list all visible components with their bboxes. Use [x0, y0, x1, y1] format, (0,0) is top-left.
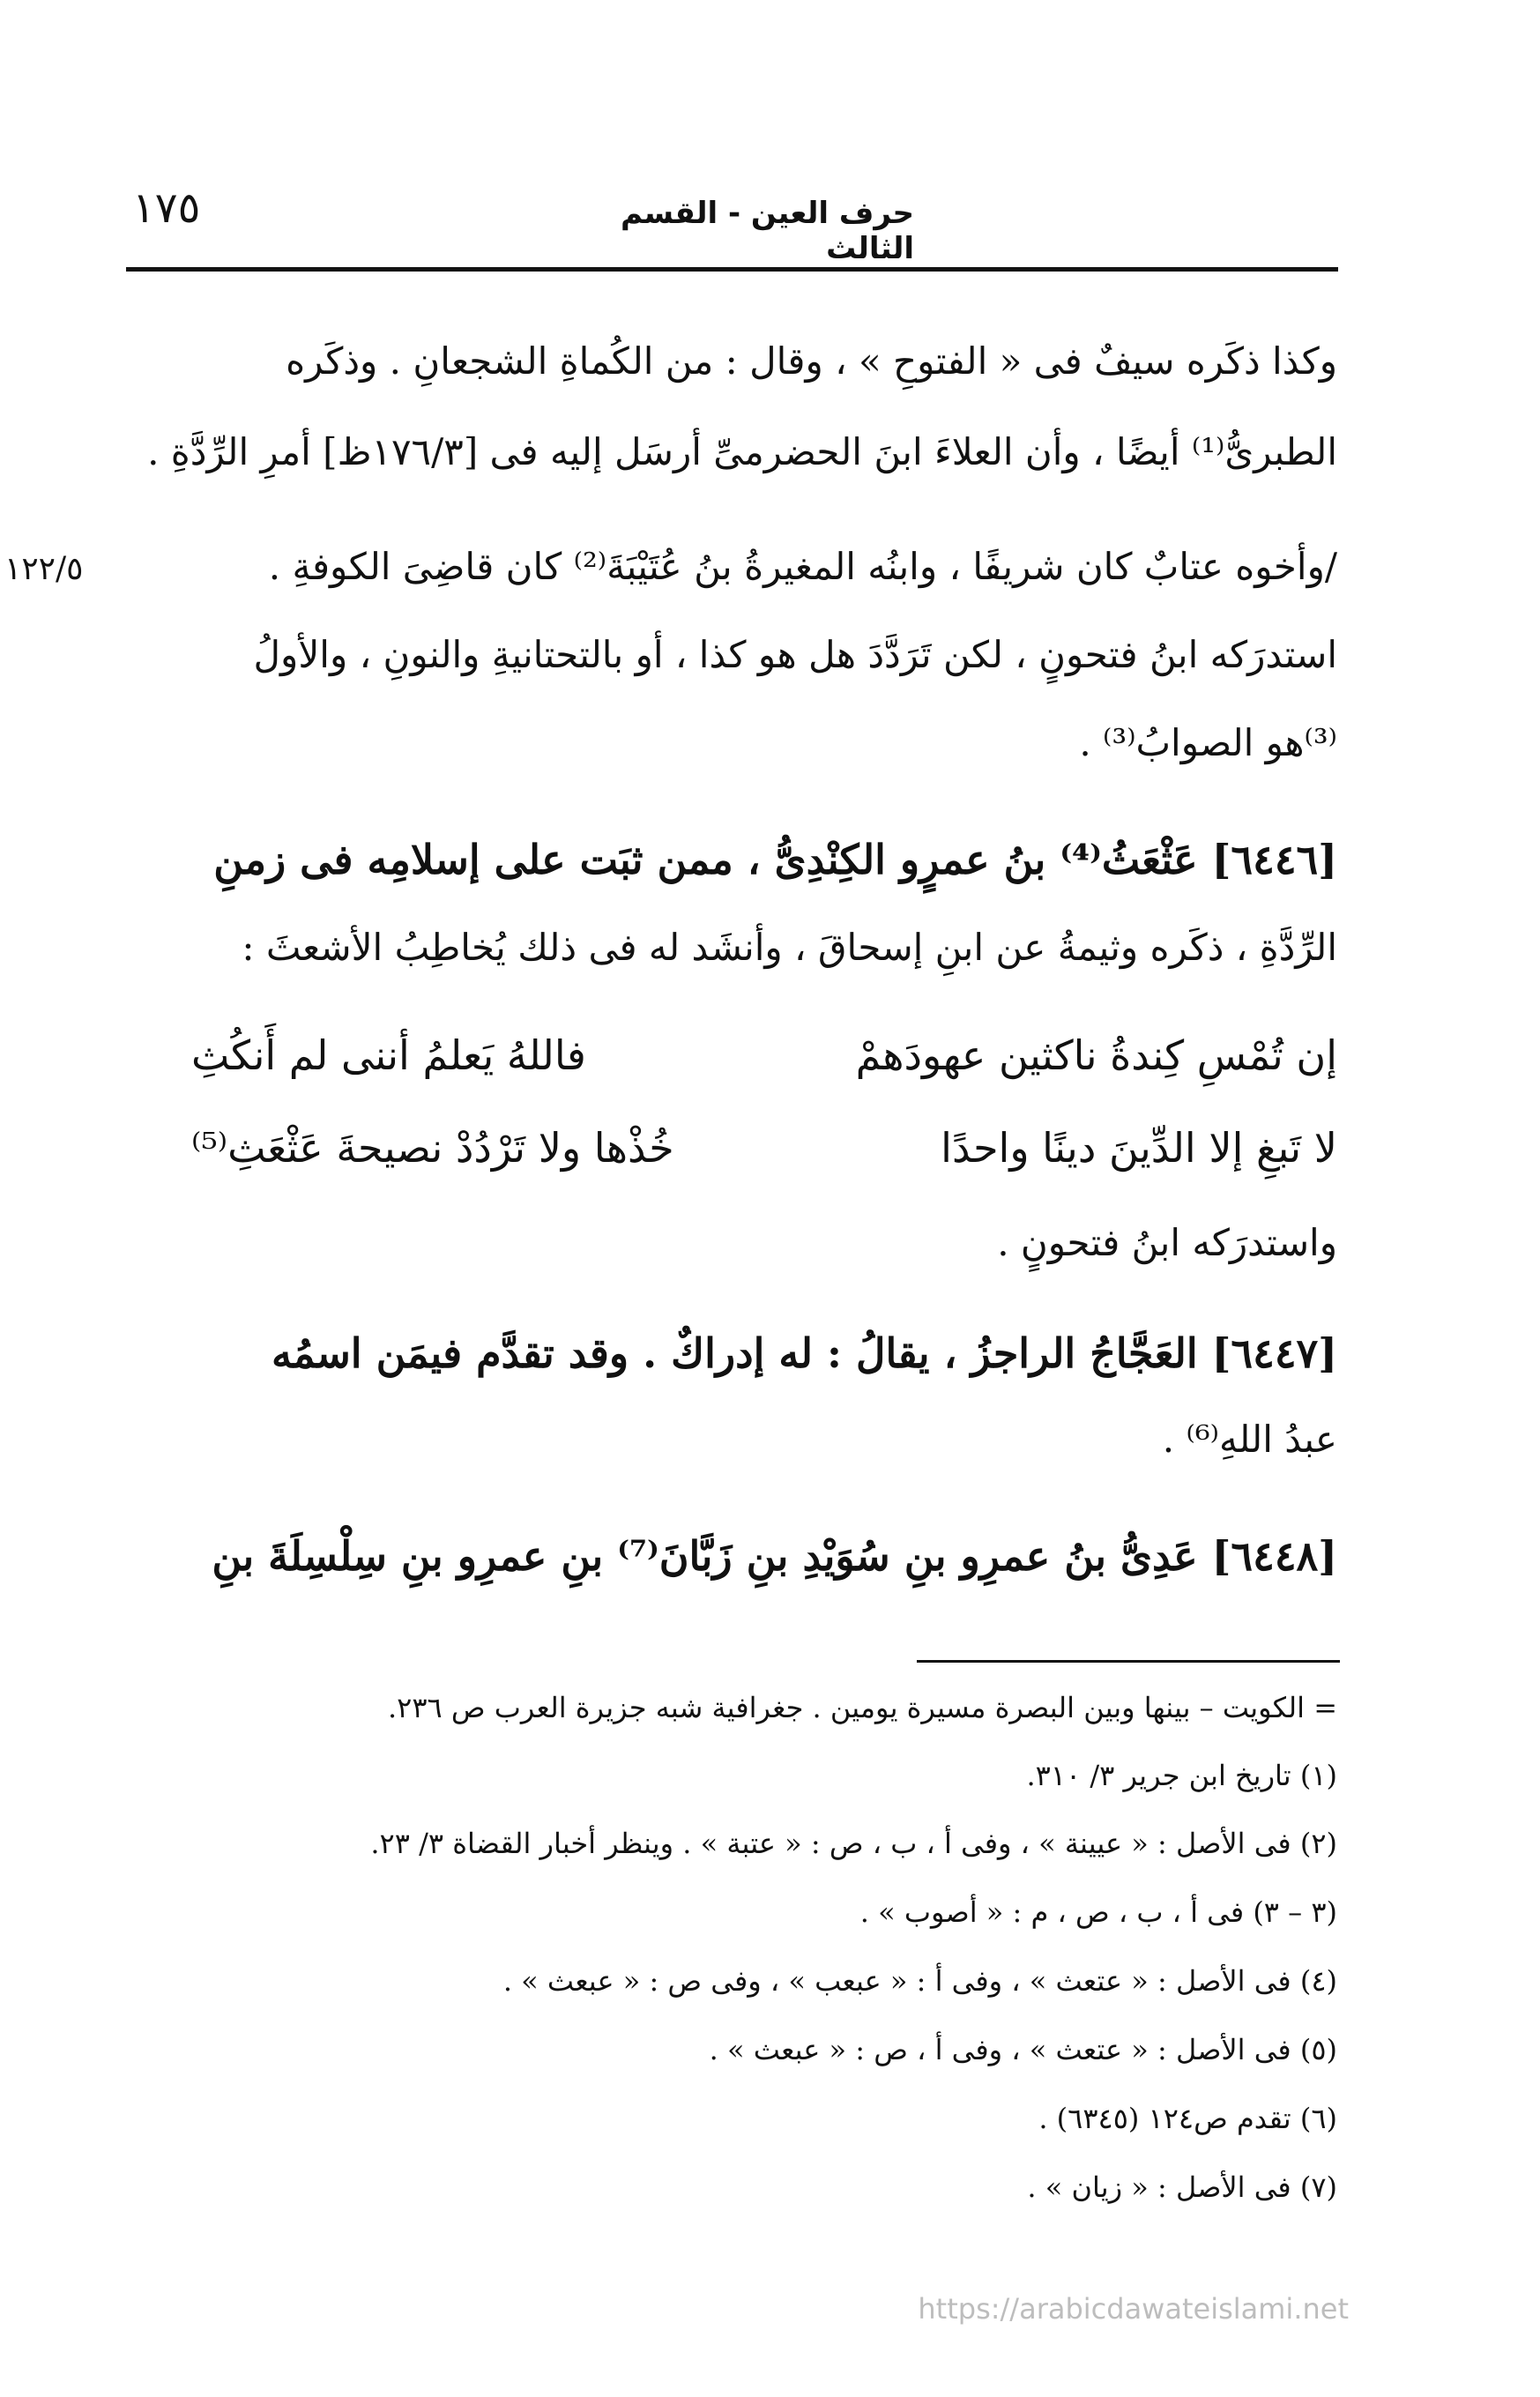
- page-number: ١٧٥: [132, 183, 201, 233]
- body-line: وكذا ذكَره سيفٌ فى « الفتوحِ » ، وقال : من الكُماةِ الشجعانِ . وذكَره: [286, 339, 1337, 383]
- running-header-title: حرف العين - القسم الثالث: [620, 196, 914, 266]
- body-line: ⁽³⁾هو الصوابُ⁽³⁾ .: [1079, 721, 1337, 764]
- body-line: الرِّدَّةِ ، ذكَره وثيمةُ عن ابنِ إسحاقَ ، وأنشَد له فى ذلك يُخاطِبُ الأشعثَ :: [242, 926, 1337, 969]
- footnote: (٤) فى الأصل : « عتعث » ، وفى أ : « عبعب » ، وفى ص : « عبعث » .: [502, 1964, 1337, 1998]
- verse-hemistich-second: فاللهُ يَعلمُ أننى لم أَنكُثِ: [191, 1031, 586, 1079]
- footnote: (٢) فى الأصل : « عيينة » ، وفى أ ، ب ، ص : « عتبة » . وينظر أخبار القضاة ٣/ ٢٣.: [370, 1827, 1337, 1860]
- verse-line: [191, 1031, 1337, 1084]
- body-line: /وأخوه عتابٌ كان شريفًا ، وابنُه المغيرةُ بنُ عُتَيْبَةَ⁽²⁾ كان قاضِىَ الكوفةِ .: [268, 545, 1337, 588]
- watermark-url: https://arabicdawateislami.net: [918, 2292, 1349, 2326]
- entry-heading-6447: [٦٤٤٧] العَجَّاجُ الراجزُ ، يقالُ : له إدراكٌ . وقد تقدَّم فيمَن اسمُه: [271, 1329, 1337, 1377]
- entry-heading-6446: [٦٤٤٦] عَثْعَثُ⁽⁴⁾ بنُ عمرٍو الكِنْدِىُّ ، ممن ثبَت على إسلامِه فى زمنِ: [213, 836, 1337, 883]
- verse-line: [191, 1124, 1337, 1177]
- footnote: (٥) فى الأصل : « عتعث » ، وفى أ ، ص : « عبعث » .: [709, 2033, 1337, 2066]
- body-line: عبدُ اللهِ⁽⁶⁾ .: [1162, 1418, 1337, 1461]
- verse-hemistich-first: لا تَبغِ إلا الدِّينَ دينًا واحدًا: [941, 1124, 1337, 1172]
- footnote-rule: [917, 1660, 1340, 1663]
- footnote: (٣ – ٣) فى أ ، ب ، ص ، م : « أصوب » .: [859, 1895, 1337, 1929]
- footnote: = الكويت – بينها وبين البصرة مسيرة يومين . جغرافية شبه جزيرة العرب ص ٢٣٦.: [387, 1691, 1337, 1724]
- body-line: استدرَكه ابنُ فتحونٍ ، لكن تَرَدَّدَ هل هو كذا ، أو بالتحتانيةِ والنونِ ، والأولُ: [253, 633, 1337, 676]
- margin-reference: ١٢٢/٥: [4, 551, 84, 587]
- footnote: (٦) تقدم ص١٢٤ (٦٣٤٥) .: [1038, 2102, 1337, 2135]
- entry-heading-6448: [٦٤٤٨] عَدِىُّ بنُ عمرِو بنِ سُوَيْدِ بنِ زَبَّانَ⁽⁷⁾ بنِ عمرِو بنِ سِلْسِلَةَ بنِ: [212, 1532, 1337, 1580]
- header-rule: [126, 267, 1338, 272]
- footnote: (٧) فى الأصل : « زيان » .: [1027, 2170, 1337, 2204]
- body-line: واستدرَكه ابنُ فتحونٍ .: [997, 1221, 1337, 1264]
- body-line: الطبرىُّ⁽¹⁾ أيضًا ، وأن العلاءَ ابنَ الحضرمىِّ أرسَل إليه فى [١٧٦/٣ظ] أمرِ الرِّدَّةِ .: [147, 430, 1337, 473]
- footnote: (١) تاريخ ابن جرير ٣/ ٣١٠.: [1026, 1759, 1337, 1792]
- verse-hemistich-first: إن تُمْسِ كِندةُ ناكثين عهودَهمْ: [855, 1031, 1337, 1079]
- verse-hemistich-second: خُذْها ولا تَرْدُدْ نصيحةَ عَثْعَثِ⁽⁵⁾: [191, 1124, 674, 1172]
